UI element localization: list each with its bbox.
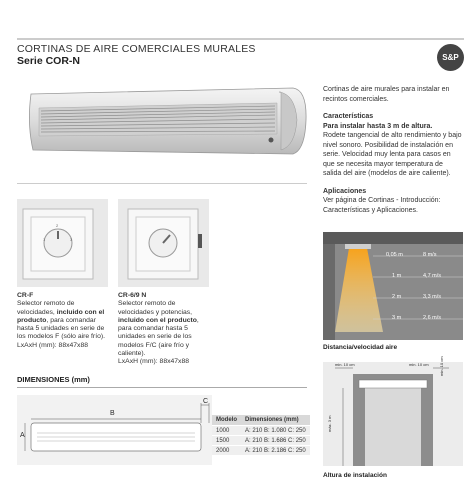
aplicaciones-title: Aplicaciones: [323, 187, 367, 195]
dimensions-rule: [17, 387, 307, 388]
cr-69n-caption: [118, 292, 210, 367]
col-modelo: Modelo: [212, 415, 241, 426]
svg-text:2: 2: [56, 223, 59, 228]
cr-f-text: Selector remoto de velocidades,: [17, 300, 75, 316]
caracteristicas-lead: Para instalar hasta 3 m de altura.: [323, 122, 433, 130]
air-curtain-image: [25, 84, 308, 160]
inst-min-left: min. 10 cm: [335, 362, 355, 367]
cell-model: 1500: [212, 436, 241, 446]
table-row: [212, 446, 310, 456]
vel-d-1: 1 m: [392, 273, 402, 279]
cr-f-caption: [17, 292, 107, 350]
installation-caption: Altura de instalación: [323, 472, 387, 479]
page-subtitle: Serie COR-N: [17, 55, 81, 67]
cr-69n-text: Selector remoto de velocidades y potencias,: [118, 300, 193, 316]
col-dimensiones: Dimensiones (mm): [241, 415, 310, 426]
header-rule: [17, 38, 464, 40]
table-row: [212, 426, 310, 436]
inst-min-top: min. 10 cm: [439, 356, 444, 376]
caracteristicas-title: Características: [323, 113, 374, 120]
inst-max-height: máx. 3 m: [327, 415, 332, 432]
caracteristicas-body: Rodete tangencial de alto rendimiento y bajo nivel sonoro. Posibilidad de instalación en serie. Velocidad muy lenta para casos en que se necesita mayor temperatura de salida del aire (modelos de aire caliente).: [323, 132, 462, 177]
cell-dims: A: 210 B: 1.080 C: 250: [241, 426, 310, 436]
cr-f-bold: incluido con el producto: [17, 308, 105, 324]
velocity-caption: Distancia/velocidad aire: [323, 344, 398, 351]
description-block: [323, 85, 463, 223]
vel-d-3: 3 m: [392, 315, 402, 321]
brand-logo: S&P: [437, 44, 464, 71]
cr-69n-bold: incluido con el producto: [118, 316, 197, 324]
cr-69n-image: [118, 199, 209, 287]
cr-69n-code: CR-6/9 N: [118, 292, 147, 299]
dim-label-c: C: [203, 398, 209, 405]
page-title: CORTINAS DE AIRE COMERCIALES MURALES: [17, 43, 256, 55]
cell-dims: A: 210 B: 1.686 C: 250: [241, 436, 310, 446]
cr-69n-text-b: , para comandar hasta 5 unidades en serie de los modelos F/C (aire frío y caliente).: [118, 316, 199, 358]
section-divider: [17, 183, 307, 184]
inst-min-right: min. 10 cm: [409, 362, 429, 367]
vel-s-1: 4,7 m/s: [423, 273, 442, 279]
cell-model: 1000: [212, 426, 241, 436]
vel-s-3: 2,6 m/s: [423, 315, 442, 321]
vel-d-2: 2 m: [392, 294, 402, 300]
table-row: [212, 436, 310, 446]
cr-f-text-b: , para comandar hasta 5 unidades en serie de los modelos F (sólo aire frío).: [17, 316, 106, 341]
cell-model: 2000: [212, 446, 241, 456]
dim-label-a: A: [20, 432, 25, 439]
installation-diagram: [323, 356, 463, 466]
cr-69n-dims: LxAxH (mm): 88x47x88: [118, 358, 190, 366]
dim-label-b: B: [110, 410, 115, 417]
aplicaciones-body: Ver página de Cortinas - Introducción: Características y Aplicaciones.: [323, 197, 441, 214]
velocity-diagram: [323, 232, 463, 340]
vel-d-0: 0,05 m: [386, 252, 403, 258]
cr-f-dims: LxAxH (mm): 88x47x88: [17, 341, 89, 349]
cr-f-code: CR-F: [17, 292, 34, 299]
cell-dims: A: 210 B: 2.186 C: 250: [241, 446, 310, 456]
dimensions-table: [212, 415, 310, 456]
vel-s-2: 3,3 m/s: [423, 294, 442, 300]
vel-s-0: 8 m/s: [423, 252, 437, 258]
svg-text:3: 3: [70, 237, 73, 242]
dimension-drawing: [17, 395, 212, 465]
dimensions-heading: DIMENSIONES (mm): [17, 375, 90, 384]
intro-text: Cortinas de aire murales para instalar en recintos comerciales.: [323, 86, 450, 103]
cr-f-image: [17, 199, 108, 287]
svg-text:1: 1: [43, 237, 46, 242]
